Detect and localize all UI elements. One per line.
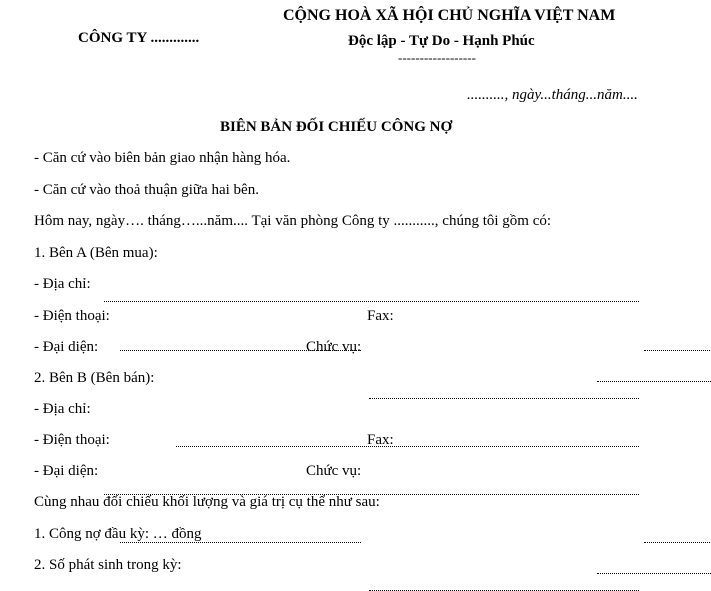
- date-line: .........., ngày...tháng...năm....: [467, 87, 638, 104]
- party-a-fax-field[interactable]: [644, 349, 711, 351]
- address-label: - Địa chỉ:: [34, 276, 91, 292]
- party-b-fax-field[interactable]: [644, 541, 711, 543]
- party-a-heading: 1. Bên A (Bên mua):: [34, 245, 158, 262]
- party-b-phone-label: - Điện thoại:: [34, 432, 110, 449]
- party-b-heading: 2. Bên B (Bên bán):: [34, 370, 154, 387]
- country-name: CỘNG HOÀ XÃ HỘI CHỦ NGHĨA VIỆT NAM: [283, 7, 615, 25]
- opening-balance-line: 1. Công nợ đầu kỳ: … đồng: [34, 526, 202, 543]
- party-a-fax-label: Fax:: [367, 308, 394, 325]
- party-b-rep-field[interactable]: [597, 572, 711, 574]
- intro-line: Hôm nay, ngày…. tháng…...năm.... Tại văn phòng Công ty ..........., chúng tôi gồm có:: [34, 213, 551, 230]
- party-b-address-label: - Địa chỉ:: [34, 401, 91, 418]
- party-b-name-field[interactable]: [176, 445, 639, 447]
- party-a-rep-label: - Đại diện:: [34, 339, 98, 356]
- period-transactions-line: 2. Số phát sinh trong kỳ:: [34, 557, 182, 574]
- reconciliation-intro: Cùng nhau đối chiếu khối lượng và giá trị cụ thể như sau:: [34, 494, 380, 511]
- party-a-phone-label: - Điện thoại:: [34, 308, 110, 325]
- header-separator: ------------------: [398, 50, 476, 66]
- basis-line: - Căn cứ vào biên bản giao nhận hàng hóa.: [34, 150, 290, 167]
- document-title: BIÊN BẢN ĐỐI CHIẾU CÔNG NỢ: [220, 119, 452, 136]
- motto: Độc lập - Tự Do - Hạnh Phúc: [348, 33, 535, 50]
- party-a-address-field[interactable]: [104, 300, 639, 302]
- company-name: CÔNG TY .............: [78, 30, 199, 47]
- basis-line: - Căn cứ vào thoả thuận giữa hai bên.: [34, 182, 259, 199]
- party-a-position-label: Chức vụ:: [306, 339, 361, 356]
- party-a-rep-field[interactable]: [597, 380, 711, 382]
- party-b-position-label: Chức vụ:: [306, 463, 361, 480]
- party-a-address-row: [34, 276, 91, 293]
- party-b-rep-label: - Đại diện:: [34, 463, 98, 480]
- party-a-position-field[interactable]: [369, 397, 639, 399]
- party-b-fax-label: Fax:: [367, 432, 394, 449]
